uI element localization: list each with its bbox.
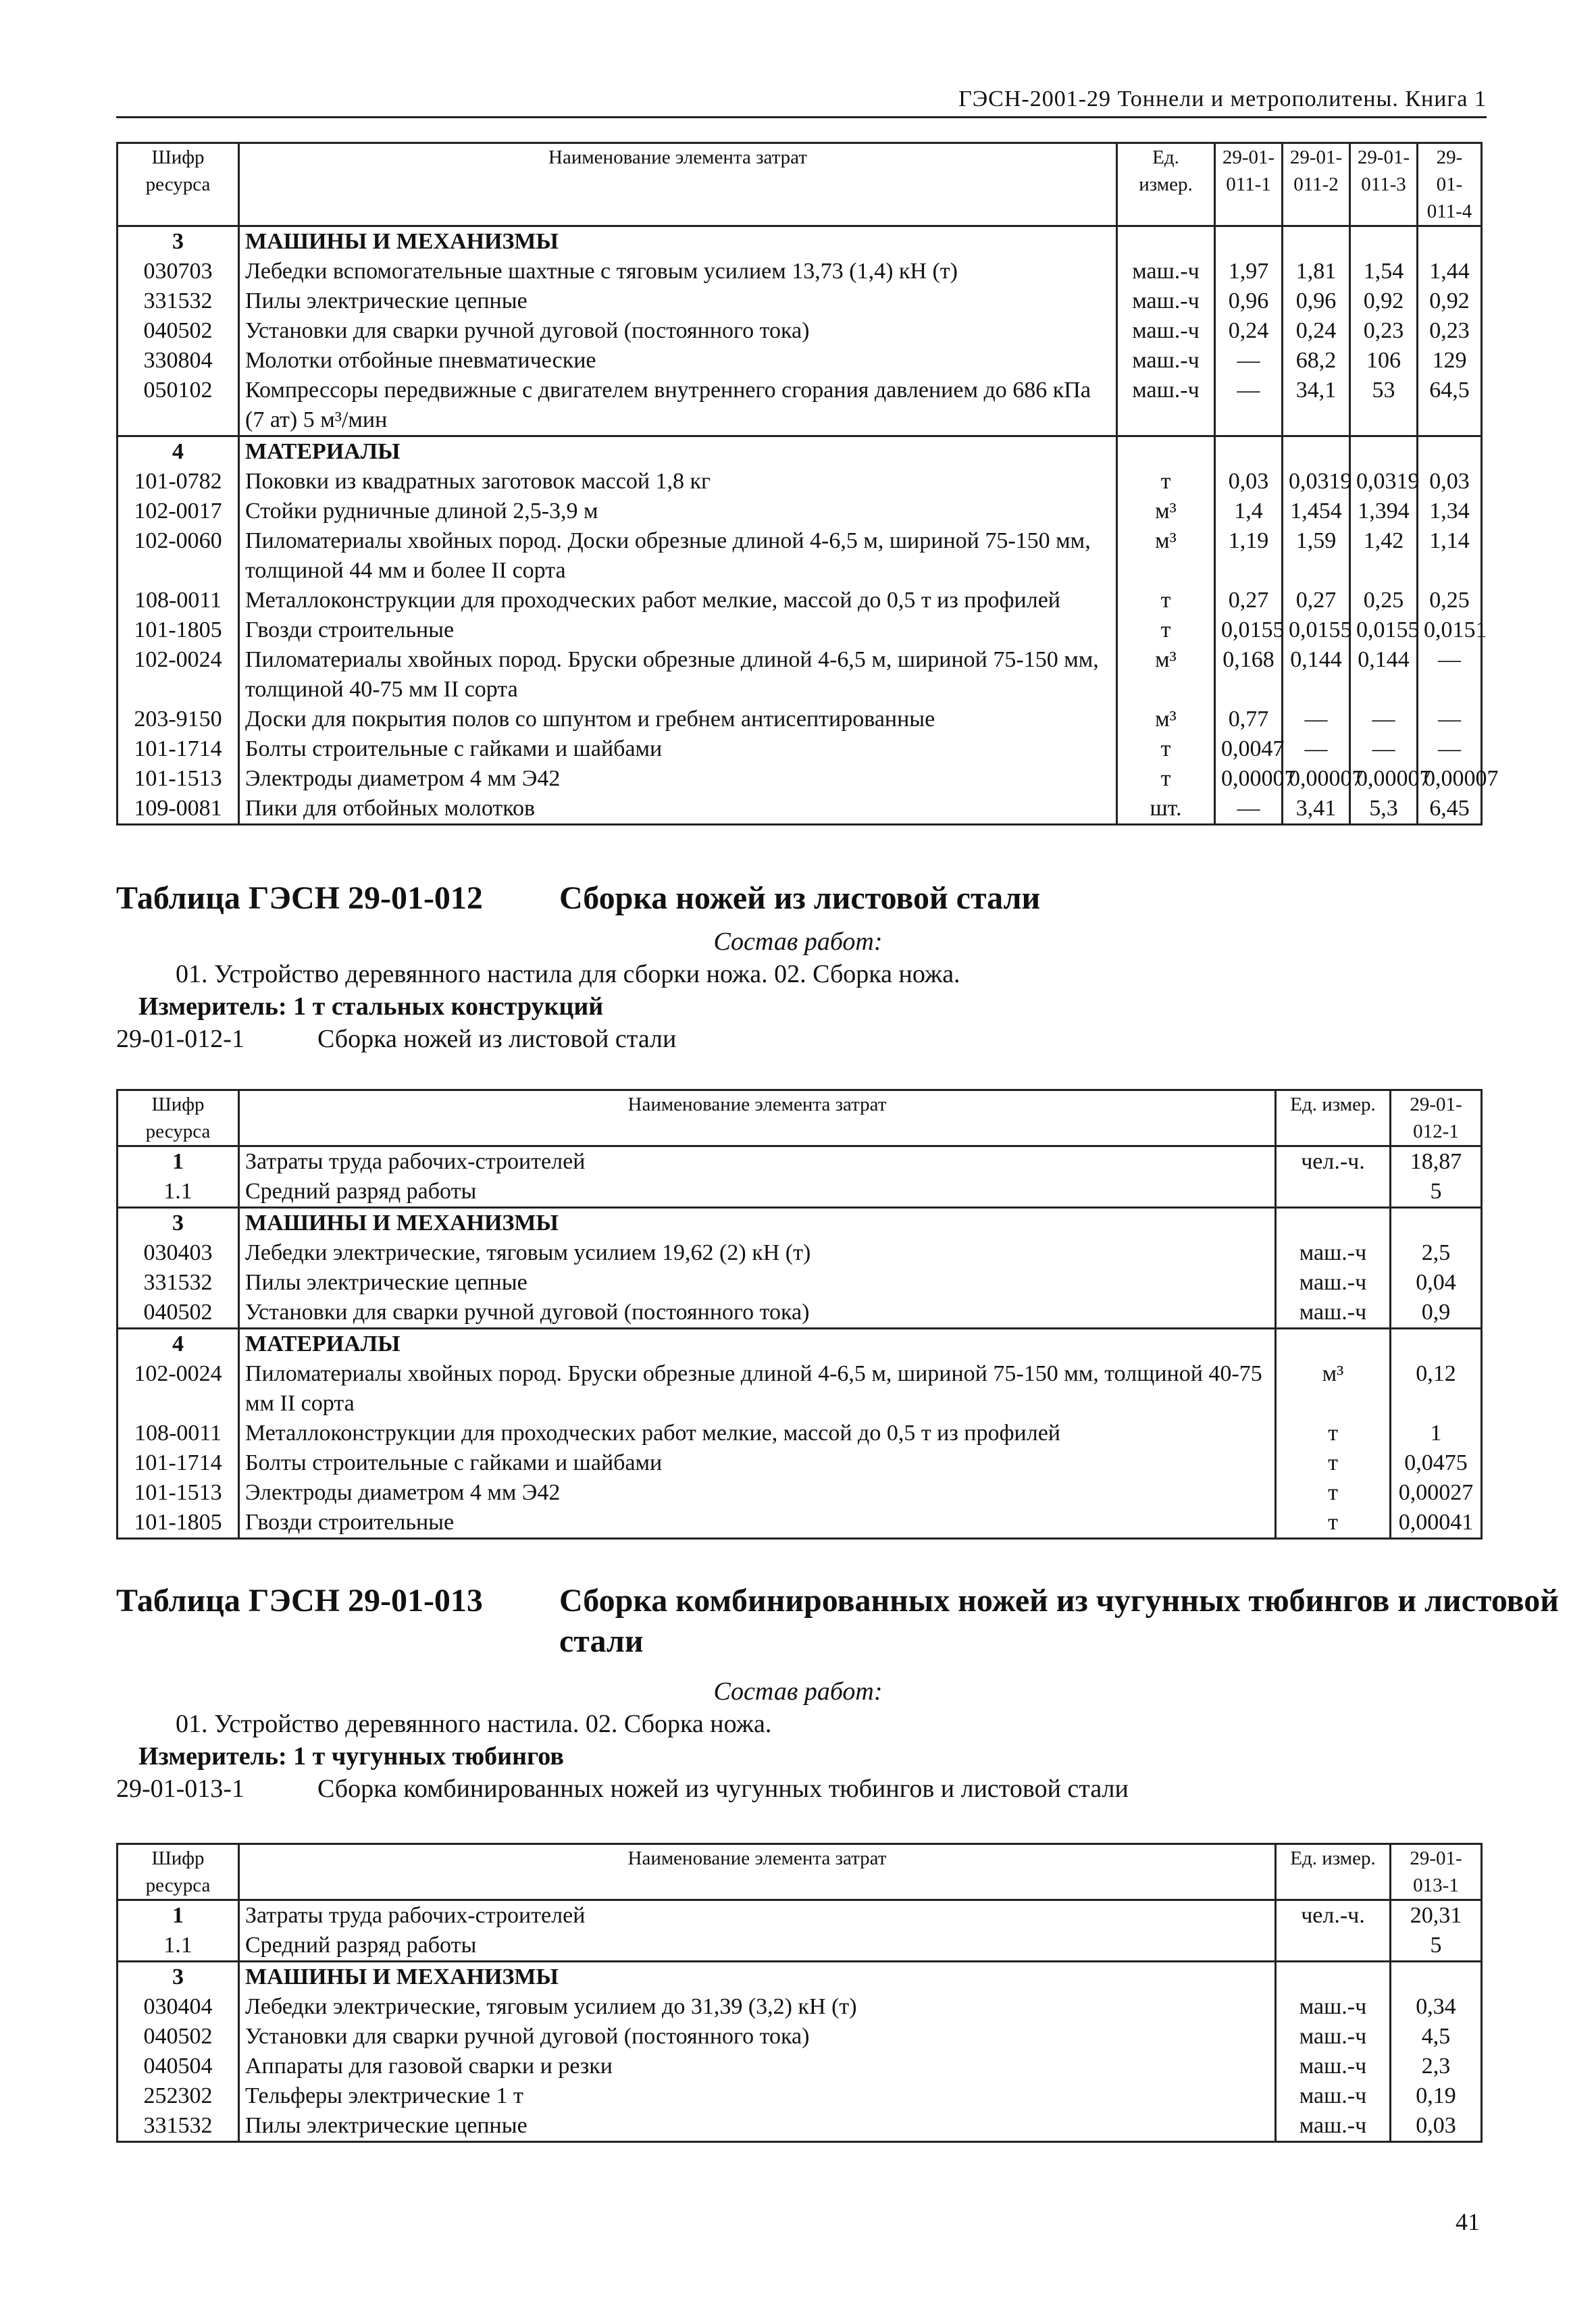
resource-unit: маш.-ч [1117, 376, 1215, 436]
resource-value: 1,4 [1215, 497, 1283, 526]
resource-unit: маш.-ч [1117, 316, 1215, 346]
table-row [118, 2081, 1482, 2111]
resource-value: 68,2 [1283, 346, 1350, 376]
resource-unit: чел.-ч. [1276, 1900, 1391, 1931]
resource-code: 4 [118, 1329, 239, 1360]
page-number: 41 [1456, 2208, 1480, 2235]
resource-value: 0,9 [1391, 1298, 1482, 1329]
resource-code: 109-0081 [118, 794, 239, 825]
resource-code: 331532 [118, 1268, 239, 1298]
resource-value: 1,394 [1350, 497, 1418, 526]
norm-name: Сборка комбинированных ножей из чугунных тюбингов и листовой стали [317, 1775, 1129, 1803]
resource-unit: чел.-ч. [1276, 1146, 1391, 1177]
resource-code: 102-0017 [118, 497, 239, 526]
resource-value [1215, 226, 1283, 257]
resource-value: 0,03 [1418, 467, 1482, 497]
resource-value: — [1215, 794, 1283, 825]
resource-unit: маш.-ч [1276, 2081, 1391, 2111]
resource-value: 4,5 [1391, 2022, 1482, 2052]
resource-value [1391, 1962, 1482, 1993]
table-row [118, 346, 1482, 376]
norm-subheading [116, 1024, 677, 1054]
resource-value: 2,3 [1391, 2052, 1482, 2081]
resource-code: 101-1513 [118, 764, 239, 794]
resource-code: 102-0024 [118, 645, 239, 705]
resource-unit: маш.-ч [1276, 1992, 1391, 2022]
resource-unit: маш.-ч [1276, 2022, 1391, 2052]
section-row [118, 1900, 1482, 1931]
resource-unit: т [1117, 764, 1215, 794]
resource-value: 0,24 [1283, 316, 1350, 346]
resource-code: 030403 [118, 1238, 239, 1268]
resource-value: 0,23 [1418, 316, 1482, 346]
resource-value: 3,41 [1283, 794, 1350, 825]
resource-code: 040502 [118, 1298, 239, 1329]
table-012-name: Сборка ножей из листовой стали [559, 880, 1041, 916]
resource-value: 0,34 [1391, 1992, 1482, 2022]
resource-value: — [1350, 705, 1418, 734]
resource-code: 101-1805 [118, 1508, 239, 1539]
resource-name: Лебедки вспомогательные шахтные с тяговым усилием 13,73 (1,4) кН (т) [239, 257, 1117, 286]
resource-value: 0,03 [1391, 2111, 1482, 2142]
resource-code: 1.1 [118, 1931, 239, 1962]
resource-unit [1276, 1208, 1391, 1239]
resource-value: 20,31 [1391, 1900, 1482, 1931]
header-name: Наименование элемента затрат [239, 1090, 1276, 1146]
table-row [118, 1238, 1482, 1268]
header-unit: Ед. измер. [1276, 1090, 1391, 1146]
header-col-4: 29-01-011-4 [1418, 143, 1482, 226]
resource-value: 0,0319 [1350, 467, 1418, 497]
resource-code: 3 [118, 1208, 239, 1239]
resource-code: 4 [118, 436, 239, 467]
resource-name: Пики для отбойных молотков [239, 794, 1117, 825]
resource-unit: м³ [1276, 1359, 1391, 1419]
resource-value: 0,96 [1215, 286, 1283, 316]
resource-unit: т [1276, 1419, 1391, 1448]
resource-value: 0,0151 [1418, 615, 1482, 645]
resource-value: 5,3 [1350, 794, 1418, 825]
resource-name: Пиломатериалы хвойных пород. Бруски обрезные длиной 4-6,5 м, шириной 75-150 мм, толщиной 40-75 мм II сорта [239, 645, 1117, 705]
header-col-3: 29-01-011-3 [1350, 143, 1418, 226]
resource-code: 1 [118, 1146, 239, 1177]
resource-value: 0,27 [1215, 586, 1283, 615]
resource-name: МАШИНЫ И МЕХАНИЗМЫ [239, 226, 1117, 257]
resource-code: 3 [118, 226, 239, 257]
resource-value: 0,0475 [1391, 1448, 1482, 1478]
norm-name: Сборка ножей из листовой стали [317, 1025, 677, 1053]
table-row [118, 286, 1482, 316]
resource-code: 252302 [118, 2081, 239, 2111]
resource-value [1391, 1329, 1482, 1360]
resource-code: 030703 [118, 257, 239, 286]
resource-code: 101-1805 [118, 615, 239, 645]
table-header-row [118, 143, 1482, 226]
table-row [118, 1931, 1482, 1962]
resource-value: 64,5 [1418, 376, 1482, 436]
norm-code: 29-01-012-1 [116, 1025, 244, 1053]
resource-code: 331532 [118, 286, 239, 316]
resource-table-013 [116, 1843, 1483, 2143]
resource-value: 0,00007 [1418, 764, 1482, 794]
table-row [118, 586, 1482, 615]
resource-value: 0,25 [1350, 586, 1418, 615]
resource-name: Молотки отбойные пневматические [239, 346, 1117, 376]
resource-value: 0,77 [1215, 705, 1283, 734]
resource-code: 3 [118, 1962, 239, 1993]
header-unit: Ед. измер. [1276, 1844, 1391, 1900]
resource-value: 2,5 [1391, 1238, 1482, 1268]
resource-value: 1,54 [1350, 257, 1418, 286]
table-row [118, 257, 1482, 286]
resource-code: 331532 [118, 2111, 239, 2142]
resource-value: 0,0155 [1350, 615, 1418, 645]
resource-name: МАТЕРИАЛЫ [239, 436, 1117, 467]
table-012-number: Таблица ГЭСН 29-01-012 [116, 880, 483, 916]
resource-unit: т [1117, 586, 1215, 615]
resource-unit [1276, 1931, 1391, 1962]
table-013-name: Сборка комбинированных ножей из чугунных тюбингов и листовой стали [559, 1583, 1559, 1659]
resource-value: 0,0155 [1283, 615, 1350, 645]
header-col-1: 29-01-012-1 [1391, 1090, 1482, 1146]
table-row [118, 1419, 1482, 1448]
table-row [118, 764, 1482, 794]
resource-value: — [1215, 376, 1283, 436]
header-rule [116, 116, 1487, 118]
table-row [118, 645, 1482, 705]
resource-name: МАШИНЫ И МЕХАНИЗМЫ [239, 1962, 1276, 1993]
work-composition-heading: Состав работ: [713, 1677, 883, 1706]
table-row [118, 1448, 1482, 1478]
resource-value: 0,92 [1350, 286, 1418, 316]
norm-code: 29-01-013-1 [116, 1775, 244, 1803]
resource-unit: маш.-ч [1276, 2111, 1391, 2142]
section-row [118, 436, 1482, 467]
resource-name: Болты строительные с гайками и шайбами [239, 734, 1117, 764]
resource-name: Гвозди строительные [239, 615, 1117, 645]
resource-value: 1 [1391, 1419, 1482, 1448]
resource-name: Металлоконструкции для проходческих работ мелкие, массой до 0,5 т из профилей [239, 586, 1117, 615]
resource-code: 203-9150 [118, 705, 239, 734]
norm-subheading [116, 1774, 1129, 1804]
resource-value: 0,04 [1391, 1268, 1482, 1298]
resource-unit: т [1276, 1508, 1391, 1539]
resource-code: 101-1714 [118, 1448, 239, 1478]
table-row [118, 526, 1482, 586]
resource-value: 0,03 [1215, 467, 1283, 497]
resource-name: Пиломатериалы хвойных пород. Доски обрезные длиной 4-6,5 м, шириной 75-150 мм, толщиной 44 мм и более II сорта [239, 526, 1117, 586]
table-row [118, 1298, 1482, 1329]
resource-name: Стойки рудничные длиной 2,5-3,9 м [239, 497, 1117, 526]
resource-code: 1.1 [118, 1177, 239, 1208]
section-row [118, 1146, 1482, 1177]
measure-unit: Измеритель: 1 т стальных конструкций [138, 992, 604, 1021]
resource-name: Установки для сварки ручной дуговой (постоянного тока) [239, 2022, 1276, 2052]
resource-code: 050102 [118, 376, 239, 436]
resource-value [1418, 226, 1482, 257]
resource-value: 1,42 [1350, 526, 1418, 586]
resource-table-012 [116, 1089, 1483, 1540]
table-row [118, 467, 1482, 497]
resource-value: 0,00027 [1391, 1478, 1482, 1508]
resource-value [1283, 226, 1350, 257]
resource-code: 330804 [118, 346, 239, 376]
resource-code: 1 [118, 1900, 239, 1931]
resource-name: МАШИНЫ И МЕХАНИЗМЫ [239, 1208, 1276, 1239]
resource-name: Лебедки электрические, тяговым усилием до 31,39 (3,2) кН (т) [239, 1992, 1276, 2022]
resource-value [1283, 436, 1350, 467]
resource-value: 0,19 [1391, 2081, 1482, 2111]
resource-value: 0,00041 [1391, 1508, 1482, 1539]
section-row [118, 1329, 1482, 1360]
resource-value: 0,00007 [1283, 764, 1350, 794]
resource-name: Аппараты для газовой сварки и резки [239, 2052, 1276, 2081]
resource-value: 129 [1418, 346, 1482, 376]
resource-unit [1276, 1177, 1391, 1208]
work-composition-heading: Состав работ: [713, 927, 883, 956]
resource-name: Установки для сварки ручной дуговой (постоянного тока) [239, 1298, 1276, 1329]
resource-value: — [1283, 705, 1350, 734]
resource-unit: маш.-ч [1117, 346, 1215, 376]
resource-value [1391, 1208, 1482, 1239]
resource-unit [1117, 226, 1215, 257]
table-row [118, 316, 1482, 346]
resource-code: 030404 [118, 1992, 239, 2022]
table-row [118, 615, 1482, 645]
resource-value: 1,97 [1215, 257, 1283, 286]
header-col-1: 29-01-011-1 [1215, 143, 1283, 226]
table-row [118, 1478, 1482, 1508]
resource-value: 0,96 [1283, 286, 1350, 316]
resource-value [1215, 436, 1283, 467]
table-013-number: Таблица ГЭСН 29-01-013 [116, 1583, 483, 1619]
resource-unit: т [1117, 615, 1215, 645]
table-row [118, 1359, 1482, 1419]
section-row [118, 1962, 1482, 1993]
resource-unit: маш.-ч [1276, 1268, 1391, 1298]
resource-name: Пилы электрические цепные [239, 1268, 1276, 1298]
resource-name: Тельферы электрические 1 т [239, 2081, 1276, 2111]
work-composition-text: 01. Устройство деревянного настила для сборки ножа. 02. Сборка ножа. [176, 960, 960, 988]
resource-name: Установки для сварки ручной дуговой (постоянного тока) [239, 316, 1117, 346]
resource-name: Компрессоры передвижные с двигателем внутреннего сгорания давлением до 686 кПа (7 ат) 5 м³/мин [239, 376, 1117, 436]
resource-code: 108-0011 [118, 1419, 239, 1448]
resource-unit: м³ [1117, 705, 1215, 734]
resource-unit: м³ [1117, 526, 1215, 586]
table-row [118, 1268, 1482, 1298]
table-row [118, 2022, 1482, 2052]
resource-code: 101-1513 [118, 1478, 239, 1508]
header-name: Наименование элемента затрат [239, 143, 1117, 226]
work-composition-text: 01. Устройство деревянного настила. 02. Сборка ножа. [176, 1710, 772, 1738]
resource-code: 040502 [118, 316, 239, 346]
resource-value: 0,144 [1350, 645, 1418, 705]
resource-code: 102-0024 [118, 1359, 239, 1419]
header-name: Наименование элемента затрат [239, 1844, 1276, 1900]
table-row [118, 376, 1482, 436]
resource-unit: шт. [1117, 794, 1215, 825]
table-header-row [118, 1090, 1482, 1146]
resource-value: — [1418, 705, 1482, 734]
resource-unit: т [1276, 1448, 1391, 1478]
resource-name: Затраты труда рабочих-строителей [239, 1900, 1276, 1931]
resource-code: 040504 [118, 2052, 239, 2081]
resource-value [1350, 436, 1418, 467]
resource-value: 5 [1391, 1177, 1482, 1208]
table-row [118, 734, 1482, 764]
resource-name: Лебедки электрические, тяговым усилием 19,62 (2) кН (т) [239, 1238, 1276, 1268]
resource-value: — [1418, 734, 1482, 764]
resource-value: 0,0155 [1215, 615, 1283, 645]
table-row [118, 1508, 1482, 1539]
table-row [118, 1992, 1482, 2022]
resource-value: 0,144 [1283, 645, 1350, 705]
running-header: ГЭСН-2001-29 Тоннели и метрополитены. Книга 1 [958, 86, 1487, 111]
resource-name: Затраты труда рабочих-строителей [239, 1146, 1276, 1177]
table-row [118, 794, 1482, 825]
resource-value: 0,0319 [1283, 467, 1350, 497]
resource-name: Поковки из квадратных заготовок массой 1,8 кг [239, 467, 1117, 497]
resource-unit: маш.-ч [1117, 286, 1215, 316]
resource-value: 34,1 [1283, 376, 1350, 436]
header-col-1: 29-01-013-1 [1391, 1844, 1482, 1900]
resource-name: Металлоконструкции для проходческих работ мелкие, массой до 0,5 т из профилей [239, 1419, 1276, 1448]
resource-value: 53 [1350, 376, 1418, 436]
resource-value: 1,34 [1418, 497, 1482, 526]
resource-value: 5 [1391, 1931, 1482, 1962]
resource-value: 0,12 [1391, 1359, 1482, 1419]
resource-value [1350, 226, 1418, 257]
resource-value: 0,23 [1350, 316, 1418, 346]
header-code: Шифр ресурса [118, 143, 239, 226]
resource-value: 0,92 [1418, 286, 1482, 316]
resource-code: 040502 [118, 2022, 239, 2052]
resource-unit: м³ [1117, 497, 1215, 526]
resource-value: 0,27 [1283, 586, 1350, 615]
resource-name: Болты строительные с гайками и шайбами [239, 1448, 1276, 1478]
resource-unit [1117, 436, 1215, 467]
resource-name: Электроды диаметром 4 мм Э42 [239, 764, 1117, 794]
header-unit: Ед. измер. [1117, 143, 1215, 226]
resource-value: 106 [1350, 346, 1418, 376]
resource-unit: маш.-ч [1276, 2052, 1391, 2081]
header-code: Шифр ресурса [118, 1090, 239, 1146]
resource-unit: маш.-ч [1276, 1238, 1391, 1268]
table-row [118, 1177, 1482, 1208]
resource-value: 0,24 [1215, 316, 1283, 346]
header-code: Шифр ресурса [118, 1844, 239, 1900]
resource-value: 1,19 [1215, 526, 1283, 586]
resource-unit [1276, 1962, 1391, 1993]
resource-value: 1,454 [1283, 497, 1350, 526]
section-row [118, 1208, 1482, 1239]
resource-value: — [1283, 734, 1350, 764]
resource-table-011 [116, 142, 1499, 825]
resource-name: Доски для покрытия полов со шпунтом и гребнем антисептированные [239, 705, 1117, 734]
resource-unit: маш.-ч [1117, 257, 1215, 286]
table-row [118, 705, 1482, 734]
resource-value: 0,25 [1418, 586, 1482, 615]
resource-code: 101-1714 [118, 734, 239, 764]
resource-code: 102-0060 [118, 526, 239, 586]
resource-name: МАТЕРИАЛЫ [239, 1329, 1276, 1360]
resource-name: Средний разряд работы [239, 1177, 1276, 1208]
resource-name: Пилы электрические цепные [239, 2111, 1276, 2142]
measure-unit: Измеритель: 1 т чугунных тюбингов [138, 1742, 564, 1771]
resource-unit [1276, 1329, 1391, 1360]
resource-value: 0,00007 [1350, 764, 1418, 794]
resource-code: 101-0782 [118, 467, 239, 497]
resource-unit: м³ [1117, 645, 1215, 705]
resource-unit: маш.-ч [1276, 1298, 1391, 1329]
resource-value: 6,45 [1418, 794, 1482, 825]
resource-value: — [1350, 734, 1418, 764]
resource-value: 0,0047 [1215, 734, 1283, 764]
resource-value: 0,00007 [1215, 764, 1283, 794]
resource-name: Гвозди строительные [239, 1508, 1276, 1539]
resource-value: 18,87 [1391, 1146, 1482, 1177]
resource-value: — [1215, 346, 1283, 376]
resource-name: Электроды диаметром 4 мм Э42 [239, 1478, 1276, 1508]
table-header-row [118, 1844, 1482, 1900]
resource-value: 1,44 [1418, 257, 1482, 286]
resource-value: — [1418, 645, 1482, 705]
table-row [118, 497, 1482, 526]
resource-code: 108-0011 [118, 586, 239, 615]
resource-name: Пиломатериалы хвойных пород. Бруски обрезные длиной 4-6,5 м, шириной 75-150 мм, толщиной 40-75 мм II сорта [239, 1359, 1276, 1419]
table-row [118, 2111, 1482, 2142]
section-row [118, 226, 1482, 257]
resource-unit: т [1276, 1478, 1391, 1508]
resource-value: 1,14 [1418, 526, 1482, 586]
header-col-2: 29-01-011-2 [1283, 143, 1350, 226]
resource-value: 1,81 [1283, 257, 1350, 286]
resource-name: Средний разряд работы [239, 1931, 1276, 1962]
resource-name: Пилы электрические цепные [239, 286, 1117, 316]
resource-value [1418, 436, 1482, 467]
resource-unit: т [1117, 467, 1215, 497]
table-row [118, 2052, 1482, 2081]
resource-value: 0,168 [1215, 645, 1283, 705]
resource-unit: т [1117, 734, 1215, 764]
resource-value: 1,59 [1283, 526, 1350, 586]
